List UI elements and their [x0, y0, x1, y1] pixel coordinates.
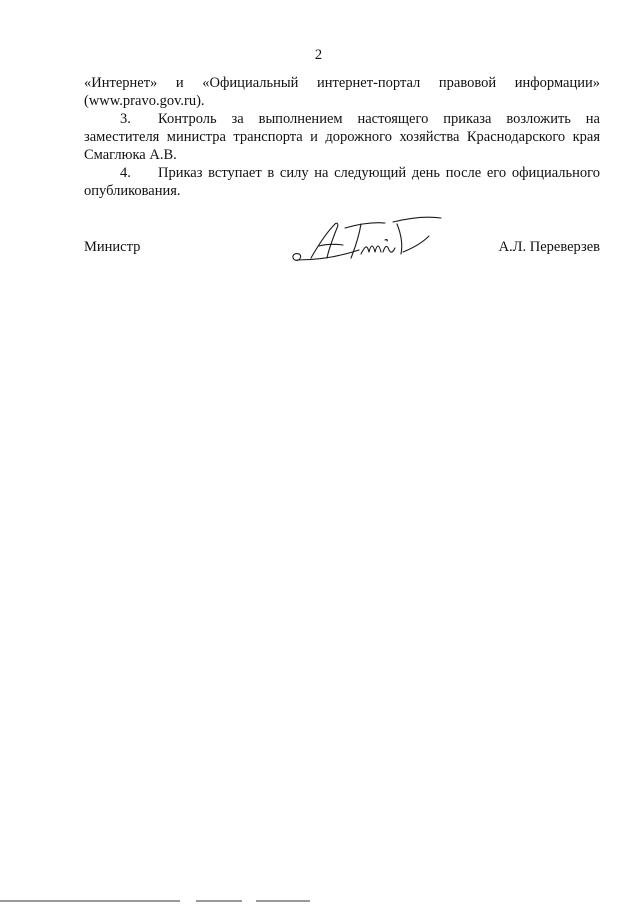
signatory-title: Министр: [84, 239, 141, 255]
paragraph-item-4: [84, 164, 600, 200]
paragraph-continuation: «Интернет» и «Официальный интернет-портал правовой информации» (www.pravo.gov.ru).: [84, 75, 600, 109]
page-number: 2: [314, 47, 323, 63]
paragraph-item-3: [84, 110, 600, 164]
scan-edge-line: [196, 900, 242, 902]
document-body: [84, 74, 600, 200]
handwritten-signature: [289, 214, 449, 272]
item-number: 3.: [120, 111, 131, 127]
scan-edge-line: [0, 900, 180, 902]
signatory-name: А.Л. Переверзев: [498, 239, 600, 255]
scan-edge-line: [256, 900, 310, 902]
item-text: Приказ вступает в силу на следующий день после его официального опубликования.: [84, 165, 600, 199]
signature-block: [84, 226, 600, 272]
item-text: Контроль за выполнением настоящего приказа возложить на заместителя министра транспорта и дорожного хозяйства Краснодарского края Смаглюка А.В.: [84, 111, 600, 163]
item-number: 4.: [120, 165, 131, 181]
